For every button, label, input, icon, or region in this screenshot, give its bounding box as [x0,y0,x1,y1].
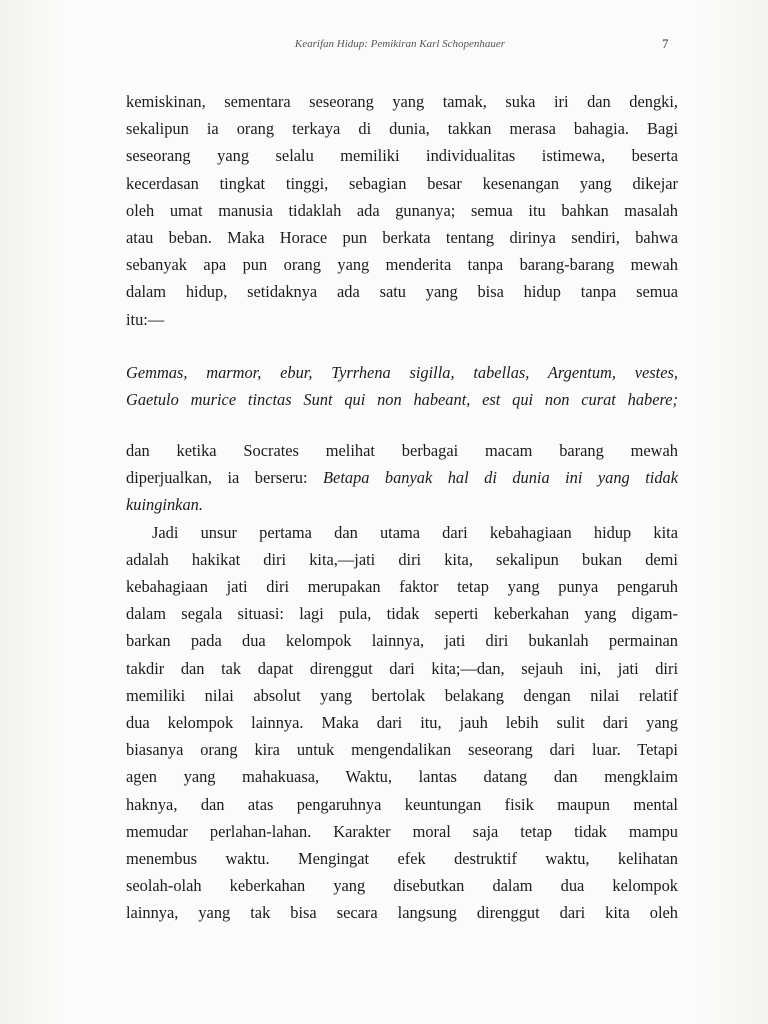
italic-segment: Betapa banyak hal di dunia ini yang tidak [323,468,678,488]
text-line: Jadi unsur pertama dan utama dari kebahagiaan hidup kita [152,522,678,542]
text-line: sebanyak apa pun orang yang menderita tanpa barang-barang mewah [126,255,678,275]
latin-quote [126,359,678,413]
text-line: agen yang mahakuasa, Waktu, lantas datang dan mengklaim [126,767,678,787]
text-line: barkan pada dua kelompok lainnya, jati diri bukanlah permainan [126,631,678,651]
text-line: adalah hakikat diri kita,—jati diri kita, sekalipun bukan demi [126,549,678,569]
text-line: sekalipun ia orang terkaya di dunia, takkan merasa bahagia. Bagi [126,119,678,139]
paragraph-2 [126,437,678,519]
text-line: oleh umat manusia tidaklah ada gunanya; semua itu bahkan masalah [126,200,678,220]
running-header: Kearifan Hidup: Pemikiran Karl Schopenhauer [294,38,506,50]
text-line: biasanya orang kira untuk mengendalikan seseorang dari luar. Tetapi [126,740,678,760]
text-line: dua kelompok lainnya. Maka dari itu, jauh lebih sulit dari yang [126,712,678,732]
body-text [126,88,678,926]
text-line: dalam hidup, setidaknya ada satu yang bisa hidup tanpa semua [126,282,678,302]
text-line: itu:— [126,309,165,329]
text-line [126,464,678,491]
text-line: menembus waktu. Mengingat efek destruktif waktu, kelihatan [126,848,678,868]
text-line: atau beban. Maka Horace pun berkata tentang dirinya sendiri, bahwa [126,227,678,247]
paragraph-3 [126,519,678,927]
text-line: lainnya, yang tak bisa secara langsung direnggut dari kita oleh [126,903,678,923]
text-line: takdir dan tak dapat direnggut dari kita;—dan, sejauh ini, jati diri [126,658,678,678]
text-line: dan ketika Socrates melihat berbagai macam barang mewah [126,441,678,461]
paragraph-1 [126,88,678,333]
text-line: kebahagiaan jati diri merupakan faktor tetap yang punya pengaruh [126,577,678,596]
text-line: seolah-olah keberkahan yang disebutkan dalam dua kelompok [126,876,678,896]
text-line: dalam segala situasi: lagi pula, tidak seperti keberkahan yang digam- [126,604,678,624]
quote-line: Gemmas, marmor, ebur, Tyrrhena sigilla, tabellas, Argentum, vestes, [126,362,678,382]
text-line: haknya, dan atas pengaruhnya keuntungan fisik maupun mental [126,794,678,814]
text-line: kemiskinan, sementara seseorang yang tamak, suka iri dan dengki, [126,92,678,111]
quote-line: Gaetulo murice tinctas Sunt qui non habeant, est qui non curat habere; [126,389,678,409]
spacer [126,333,678,359]
spacer [126,413,678,437]
text-segment: diperjualkan, ia berseru: [126,468,324,488]
text-line: memiliki nilai absolut yang bertolak belakang dengan nilai relatif [126,685,678,705]
text-line: kecerdasan tingkat tinggi, sebagian besar kesenangan yang dikejar [126,173,678,193]
page-number: 7 [662,36,669,51]
text-line: seseorang yang selalu memiliki individualitas istimewa, beserta [126,146,678,166]
text-line: memudar perlahan-lahan. Karakter moral saja tetap tidak mampu [126,821,678,841]
text-line: kuinginkan. [126,495,203,515]
